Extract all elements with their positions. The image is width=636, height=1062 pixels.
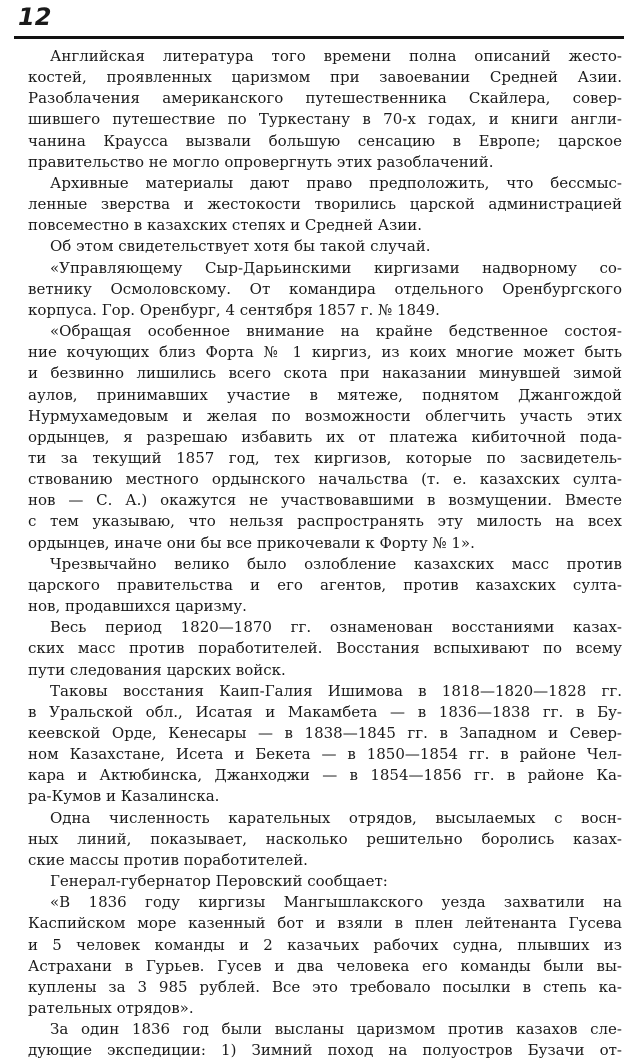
header-rule	[14, 36, 624, 39]
text-line: Астрахани в Гурьев. Гусев и два человека его команды были вы-	[28, 956, 622, 975]
paragraph	[28, 173, 622, 236]
text-line: ра-Кумов и Казалинска.	[28, 787, 220, 806]
text-line: Чрезвычайно велико было озлобление казахских масс против	[50, 554, 622, 573]
text-line: ных линий, показывает, насколько решительно боролись казах-	[28, 829, 622, 848]
text-line: повсеместно в казахских степях и Средней Азии.	[28, 216, 423, 235]
text-line: Генерал-губернатор Перовский сообщает:	[50, 872, 388, 891]
text-line: Одна численность карательных отрядов, высылаемых с восн-	[50, 808, 622, 827]
text-line: нов — С. А.) окажутся не участвовавшими в возмущении. Вместе	[28, 491, 622, 510]
text-line: шившего путешествие по Туркестану в 70-х годах, и книги англи-	[28, 110, 622, 129]
paragraph	[28, 46, 622, 173]
paragraph	[28, 321, 622, 554]
text-line: Английская литература того времени полна описаний жесто-	[50, 47, 622, 65]
text-line: Таковы восстания Каип-Галия Ишимова в 1818—1820—1828 гг.	[50, 681, 622, 700]
text-line: корпуса. Гор. Оренбург, 4 сентября 1857 г. № 1849.	[28, 300, 440, 319]
text-line: дующие экспедиции: 1) Зимний поход на полуостров Бузачи от-	[28, 1041, 622, 1060]
text-line: Архивные материалы дают право предположить, что бессмыс-	[50, 173, 622, 192]
text-line: ти за текущий 1857 год, тех киргизов, которые по засвидетель-	[28, 448, 622, 467]
paragraph	[28, 808, 622, 871]
text-line: «Обращая особенное внимание на крайне бедственное состоя-	[50, 322, 622, 341]
paragraph	[28, 892, 622, 1019]
text-line: рательных отрядов».	[28, 999, 194, 1018]
text-line: куплены за 3 985 рублей. Все это требовало посылки в степь ка-	[28, 977, 622, 996]
paragraph	[28, 871, 622, 892]
text-line: кара и Актюбинска, Джанходжи — в 1854—1856 гг. в районе Ка-	[28, 766, 622, 785]
paragraph	[28, 554, 622, 617]
page-number: 12	[18, 3, 52, 31]
text-line: ордынцев, я разрешаю избавить их от платежа кибиточной пода-	[28, 427, 622, 446]
body-text	[28, 46, 622, 1062]
paragraph	[28, 1019, 622, 1061]
text-line: ленные зверства и жестокости творились царской администрацией	[28, 195, 622, 214]
text-line: ном Казахстане, Исета и Бекета — в 1850—1854 гг. в районе Чел-	[28, 745, 622, 764]
text-line: правительство не могло опровергнуть этих разоблачений.	[28, 152, 494, 171]
text-line: аулов, принимавших участие в мятеже, поднятом Джангождой	[28, 385, 622, 404]
text-line: «В 1836 году киргизы Мангышлакского уезда захватили на	[50, 893, 622, 912]
text-line: костей, проявленных царизмом при завоевании Средней Азии.	[28, 68, 622, 87]
text-line: Весь период 1820—1870 гг. ознаменован восстаниями казах-	[50, 618, 622, 637]
text-line: Разоблачения американского путешественника Скайлера, совер-	[28, 89, 622, 108]
text-line: «Управляющему Сыр-Дарьинскими киргизами надворному со-	[50, 258, 622, 277]
text-line: За один 1836 год были высланы царизмом против казахов сле-	[50, 1020, 622, 1039]
text-line: ние кочующих близ Форта № 1 киргиз, из коих многие может быть	[28, 343, 622, 362]
text-line: ветнику Осмоловскому. От командира отдельного Оренбургского	[28, 279, 622, 298]
paragraph	[28, 258, 622, 321]
text-line: кеевской Орде, Кенесары — в 1838—1845 гг. в Западном и Север-	[28, 724, 622, 742]
text-line: нов, продавшихся царизму.	[28, 597, 247, 616]
text-line: ордынцев, иначе они бы все прикочевали к Форту № 1».	[28, 533, 475, 552]
text-line: и 5 человек команды и 2 казачьих рабочих судна, плывших из	[28, 935, 622, 954]
paragraph	[28, 681, 622, 808]
text-line: ствованию местного ордынского начальства (т. е. казахских султа-	[28, 470, 622, 489]
text-line: пути следования царских войск.	[28, 660, 286, 679]
paragraph	[28, 236, 622, 257]
text-line: и безвинно лишились всего скота при наказании минувшей зимой	[28, 364, 622, 383]
paragraph	[28, 617, 622, 680]
text-line: с тем указываю, что нельзя распространять эту милость на всех	[28, 512, 622, 531]
text-line: Каспийском море казенный бот и взяли в плен лейтенанта Гусева	[28, 914, 622, 933]
text-line: Нурмухамедовым и желая по возможности облегчить участь этих	[28, 406, 622, 425]
text-line: ские массы против поработителей.	[28, 850, 308, 869]
text-line: царского правительства и его агентов, против казахских султа-	[28, 575, 622, 594]
text-line: в Уральской обл., Исатая и Макамбета — в 1836—1838 гг. в Бу-	[28, 702, 622, 721]
text-line: Об этом свидетельствует хотя бы такой случай.	[50, 237, 431, 256]
text-line: чанина Краусса вызвали большую сенсацию в Европе; царское	[28, 131, 622, 150]
text-line: ских масс против поработителей. Восстания вспыхивают по всему	[28, 639, 622, 658]
